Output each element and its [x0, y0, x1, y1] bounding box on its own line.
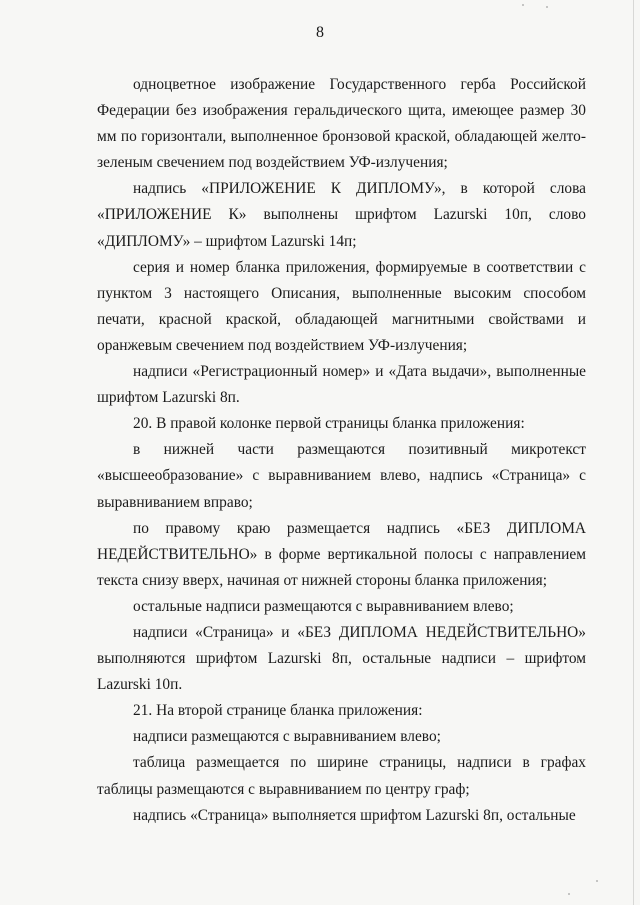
paragraph-vertical-strip: по правому краю размещается надпись «БЕЗ ДИПЛОМА НЕДЕЙСТВИТЕЛЬНО» в форме вертикальной полосы с направлением текста снизу вверх, начиная от нижней стороны бланка приложения; — [97, 519, 586, 589]
paragraph-page-label-font: надпись «Страница» выполняется шрифтом Lazurski 8п, остальные — [133, 806, 576, 824]
document-body — [97, 72, 586, 829]
page-number: 8 — [316, 24, 324, 41]
paragraph-appendix-caption: надпись «ПРИЛОЖЕНИЕ К ДИПЛОМУ», в которой слова «ПРИЛОЖЕНИЕ К» выполнены шрифтом Lazurski 10п, слово «ДИПЛОМУ» – шрифтом Lazurski 14п; — [97, 180, 586, 250]
paragraph-coat-of-arms: одноцветное изображение Государственного герба Российской Федерации без изображения геральдического щита, имеющее размер 30 мм по горизонтали, выполненное бронзовой краской, обладающей желто-зеленым свечением под воздействием УФ-излучения; — [97, 76, 586, 172]
paragraph-section-21: 21. На второй странице бланка приложения: — [133, 702, 423, 720]
paragraph-series-number: серия и номер бланка приложения, формируемые в соответствии с пунктом 3 настоящего Описания, выполненные высоким способом печати, красной краской, обладающей магнитными свойствами и оранжевым свечением под воздействием УФ-излучения; — [97, 258, 586, 354]
scan-speck — [546, 6, 548, 8]
scan-speck — [596, 880, 598, 882]
paragraph-table-layout: таблица размещается по ширине страницы, надписи в графах таблицы размещаются с выравниванием по центру граф; — [97, 754, 586, 798]
paragraph-left-alignment: остальные надписи размещаются с выравниванием влево; — [133, 597, 514, 615]
scan-speck — [522, 4, 524, 6]
paragraph-section-20: 20. В правой колонке первой страницы бланка приложения: — [133, 415, 525, 433]
paragraph-registration-labels: надписи «Регистрационный номер» и «Дата выдачи», выполненные шрифтом Lazurski 8п. — [97, 363, 586, 407]
paragraph-second-page-alignment: надписи размещаются с выравниванием влево; — [133, 728, 441, 746]
scan-speck — [568, 893, 570, 895]
paragraph-font-sizes: надписи «Страница» и «БЕЗ ДИПЛОМА НЕДЕЙСТВИТЕЛЬНО» выполняются шрифтом Lazurski 8п, остальные надписи – шрифтом Lazurski 10п. — [97, 623, 586, 694]
scan-edge-line — [633, 0, 634, 905]
paragraph-microtext: в нижней части размещаются позитивный микротекст «высшееобразование» с выравниванием влево, надпись «Страница» с выравниванием вправо; — [97, 441, 586, 511]
